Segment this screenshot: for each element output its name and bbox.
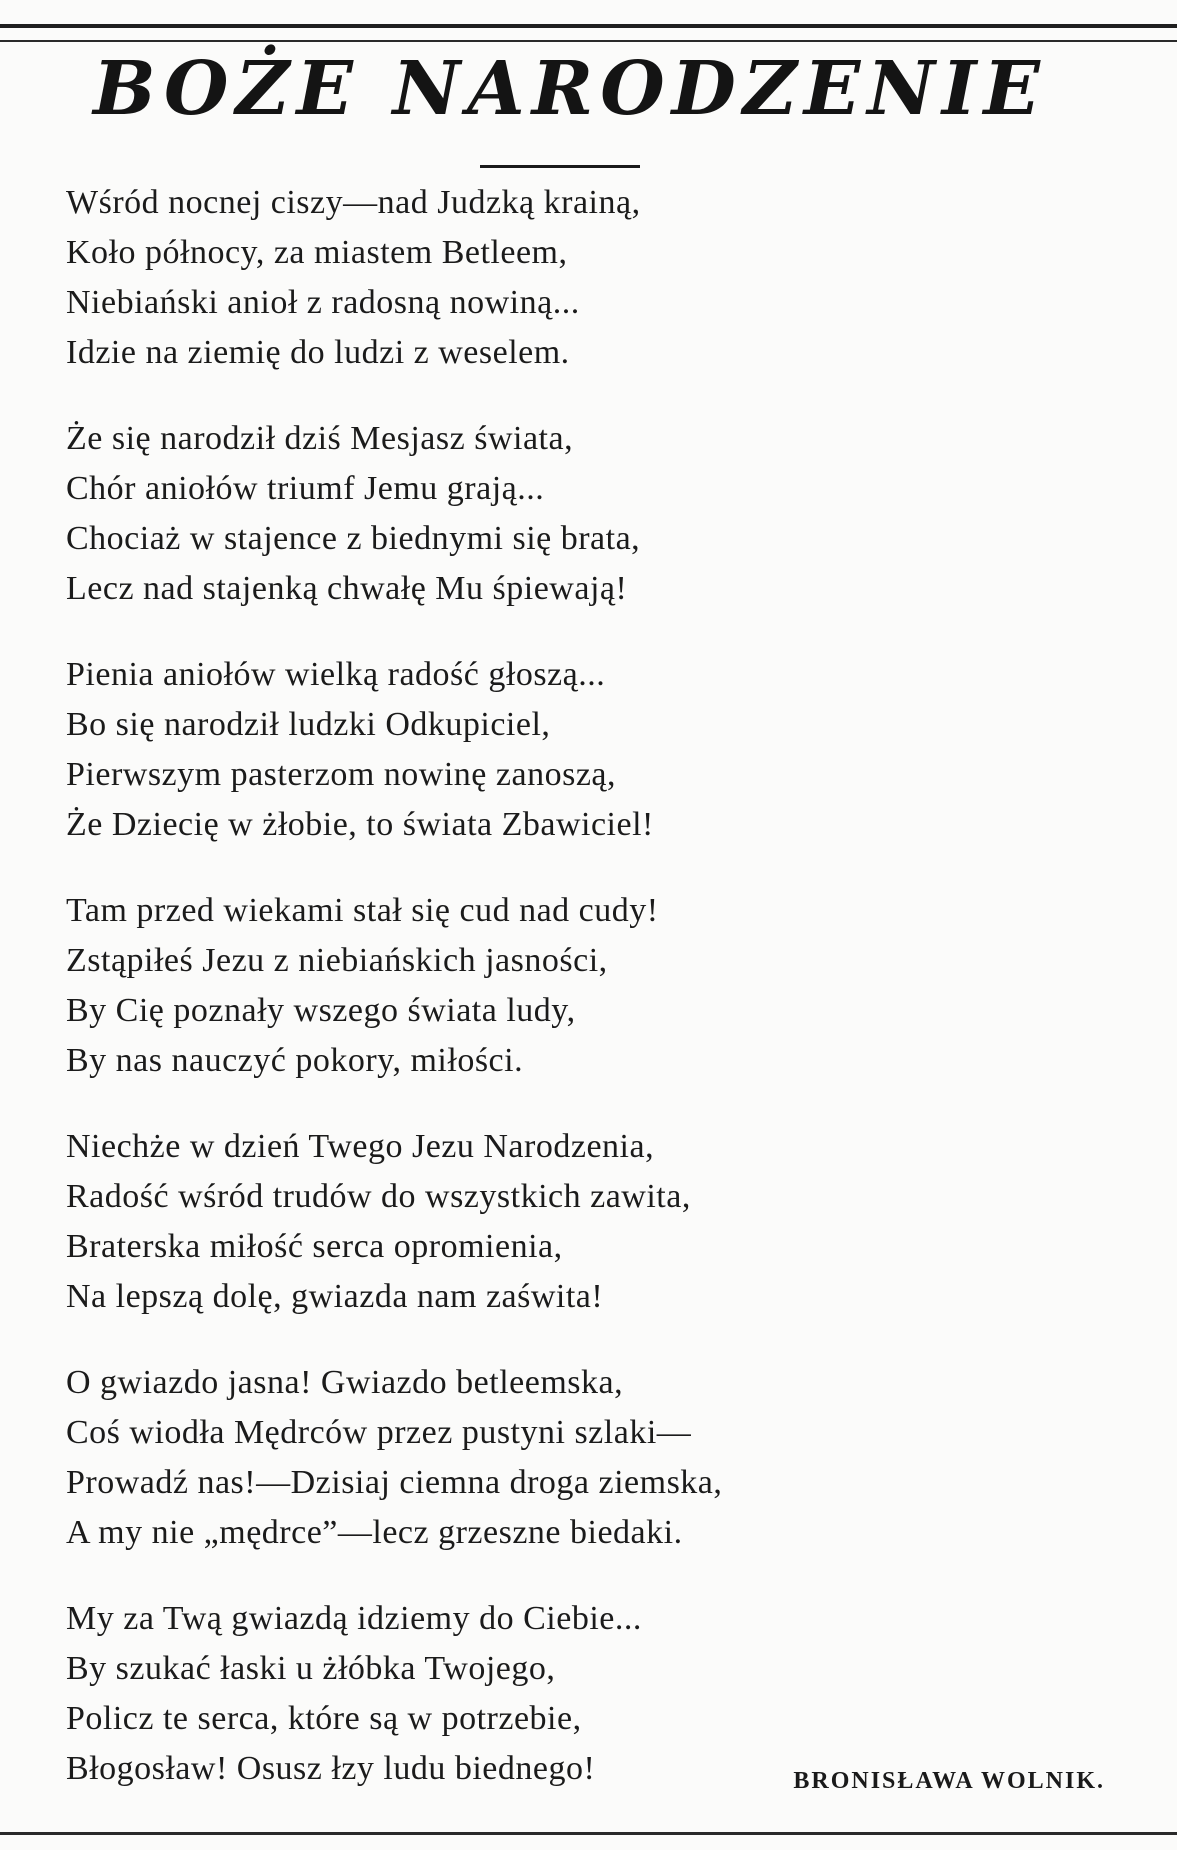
poem-line: By nas nauczyć pokory, miłości.	[66, 1042, 524, 1079]
bottom-rule	[0, 1832, 1177, 1835]
stanza-7	[66, 1594, 1066, 1794]
poem-line: Tam przed wiekami stał się cud nad cudy!	[66, 892, 659, 929]
poem-line: Wśród nocnej ciszy—nad Judzką krainą,	[66, 184, 641, 221]
poem-title: BOŻE NARODZENIE	[93, 46, 1047, 132]
poem-line: Bo się narodził ludzki Odkupiciel,	[66, 706, 551, 743]
poem-line: Policz te serca, które są w potrzebie,	[66, 1700, 582, 1737]
stanza-2	[66, 414, 1066, 614]
poem-line: Koło północy, za miastem Betleem,	[66, 234, 568, 271]
poem-line: My za Twą gwiazdą idziemy do Ciebie...	[66, 1600, 642, 1637]
poem-line: Pienia aniołów wielką radość głoszą...	[66, 656, 606, 693]
title-divider	[480, 165, 640, 168]
poem-line: Lecz nad stajenką chwałę Mu śpiewają!	[66, 570, 628, 607]
poem-line: Na lepszą dolę, gwiazda nam zaświta!	[66, 1278, 604, 1315]
poem-line: Niechże w dzień Twego Jezu Narodzenia,	[66, 1128, 655, 1165]
stanza-5	[66, 1122, 1066, 1322]
poem-line: Niebiański anioł z radosną nowiną...	[66, 284, 580, 321]
top-rule-secondary	[0, 40, 1177, 42]
poem-line: Idzie na ziemię do ludzi z weselem.	[66, 334, 570, 371]
top-rule	[0, 24, 1177, 28]
poem-line: A my nie „mędrce”—lecz grzeszne biedaki.	[66, 1514, 683, 1551]
poem-line: By szukać łaski u żłóbka Twojego,	[66, 1650, 556, 1687]
poem-line: Chór aniołów triumf Jemu grają...	[66, 470, 545, 507]
poem-line: Że się narodził dziś Mesjasz świata,	[66, 420, 574, 457]
poem-line: Braterska miłość serca opromienia,	[66, 1228, 563, 1265]
author-signature: BRONISŁAWA WOLNIK.	[793, 1768, 1105, 1794]
stanza-1	[66, 178, 1066, 378]
poem-line: Pierwszym pasterzom nowinę zanoszą,	[66, 756, 616, 793]
poem-line: Błogosław! Osusz łzy ludu biednego!	[66, 1750, 596, 1787]
poem-line: Radość wśród trudów do wszystkich zawita,	[66, 1178, 691, 1215]
poem-line: Zstąpiłeś Jezu z niebiańskich jasności,	[66, 942, 608, 979]
poem-line: O gwiazdo jasna! Gwiazdo betleemska,	[66, 1364, 624, 1401]
poem-line: Prowadź nas!—Dzisiaj ciemna droga ziemska,	[66, 1464, 723, 1501]
stanza-4	[66, 886, 1066, 1086]
poem-body	[66, 178, 1066, 1830]
poem-line: By Cię poznały wszego świata ludy,	[66, 992, 576, 1029]
poem-line: Chociaż w stajence z biednymi się brata,	[66, 520, 641, 557]
poem-line: Że Dziecię w żłobie, to świata Zbawiciel!	[66, 806, 654, 843]
poem-line: Coś wiodła Mędrców przez pustyni szlaki—	[66, 1414, 692, 1451]
stanza-6	[66, 1358, 1066, 1558]
stanza-3	[66, 650, 1066, 850]
